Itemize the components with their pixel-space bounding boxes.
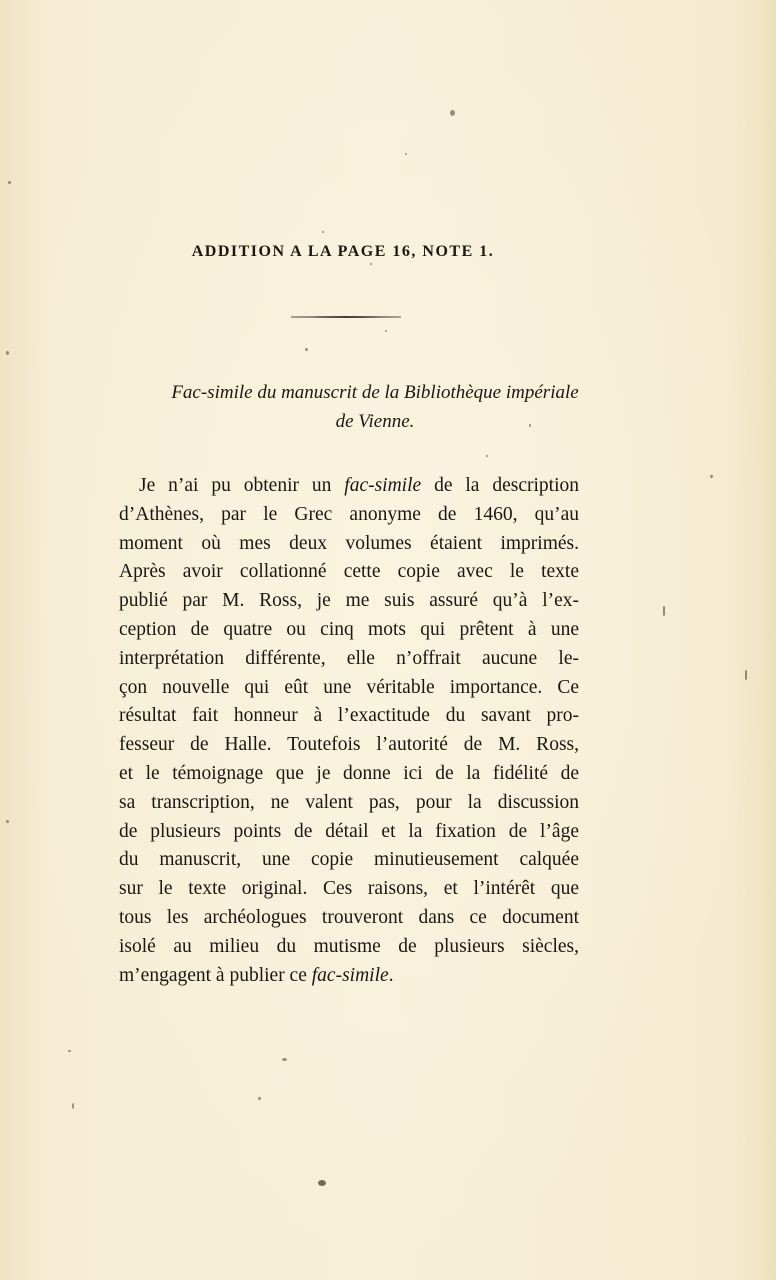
- paper-speck: [370, 263, 372, 265]
- paper-speck: [6, 820, 9, 823]
- text-line: isolé au milieu du mutisme de plusieurs siècles,: [119, 935, 579, 957]
- text-line: sa transcription, ne valent pas, pour la discussion: [119, 791, 579, 813]
- paper-speck: [305, 348, 308, 351]
- section-subtitle: [95, 378, 655, 436]
- paper-speck: [710, 475, 713, 478]
- paper-speck: [258, 1097, 261, 1100]
- text-line: de plusieurs points de détail et la fixation de l’âge: [119, 820, 579, 842]
- text-line: sur le texte original. Ces raisons, et l’intérêt que: [119, 878, 579, 900]
- paper-speck: [72, 1103, 74, 1109]
- paper-speck: [450, 110, 455, 116]
- paper-speck: [405, 153, 407, 155]
- text-line: et le témoignage que je donne ici de la fidélité de: [119, 762, 579, 784]
- paper-speck: [8, 181, 11, 184]
- text-line: moment où mes deux volumes étaient imprimés.: [119, 532, 579, 554]
- text-run: Je n’ai pu obtenir un: [139, 475, 345, 496]
- paper-speck: [6, 351, 9, 355]
- ornamental-rule-icon: [291, 314, 401, 320]
- text-line: [119, 472, 579, 501]
- text-line: çon nouvelle qui eût une véritable importance. Ce: [119, 676, 579, 698]
- body-paragraph: [119, 472, 579, 990]
- page-heading: [0, 243, 686, 261]
- text-run: m’engagent à publier ce: [119, 964, 312, 986]
- text-line: résultat fait honneur à l’exactitude du savant pro-: [119, 705, 579, 727]
- paper-speck: [322, 231, 324, 233]
- paper-speck: [745, 670, 747, 680]
- text-run: .: [388, 964, 394, 986]
- text-line: du manuscrit, une copie minutieusement calquée: [119, 849, 579, 871]
- text-line: ception de quatre ou cinq mots qui prêtent à une: [119, 618, 579, 640]
- paper-speck: [663, 606, 665, 616]
- paper-speck: [486, 455, 488, 457]
- paper-speck: [318, 1180, 326, 1186]
- text-line: Après avoir collationné cette copie avec le texte: [119, 561, 579, 583]
- subtitle-line-2: de Vienne.: [335, 411, 415, 432]
- italic-run: fac-simile: [344, 475, 422, 496]
- text-line: [119, 962, 579, 991]
- text-line: publié par M. Ross, je me suis assuré qu’à l’ex-: [119, 590, 579, 612]
- text-line: d’Athènes, par le Grec anonyme de 1460, qu’au: [119, 503, 579, 525]
- text-run: de la description: [421, 475, 580, 496]
- text-line: interprétation différente, elle n’offrait aucune le-: [119, 647, 579, 669]
- text-line: fesseur de Halle. Toutefois l’autorité de M. Ross,: [119, 734, 579, 756]
- paper-speck: [68, 1050, 71, 1052]
- paper-speck: [385, 330, 387, 332]
- italic-run: fac-simile: [311, 964, 389, 986]
- paper-speck: [282, 1058, 287, 1061]
- page-heading-text: ADDITION A LA PAGE 16, NOTE 1.: [191, 243, 495, 260]
- subtitle-line-1: Fac-simile du manuscrit de la Bibliothèque impériale: [171, 382, 579, 403]
- text-line: tous les archéologues trouveront dans ce document: [119, 906, 579, 928]
